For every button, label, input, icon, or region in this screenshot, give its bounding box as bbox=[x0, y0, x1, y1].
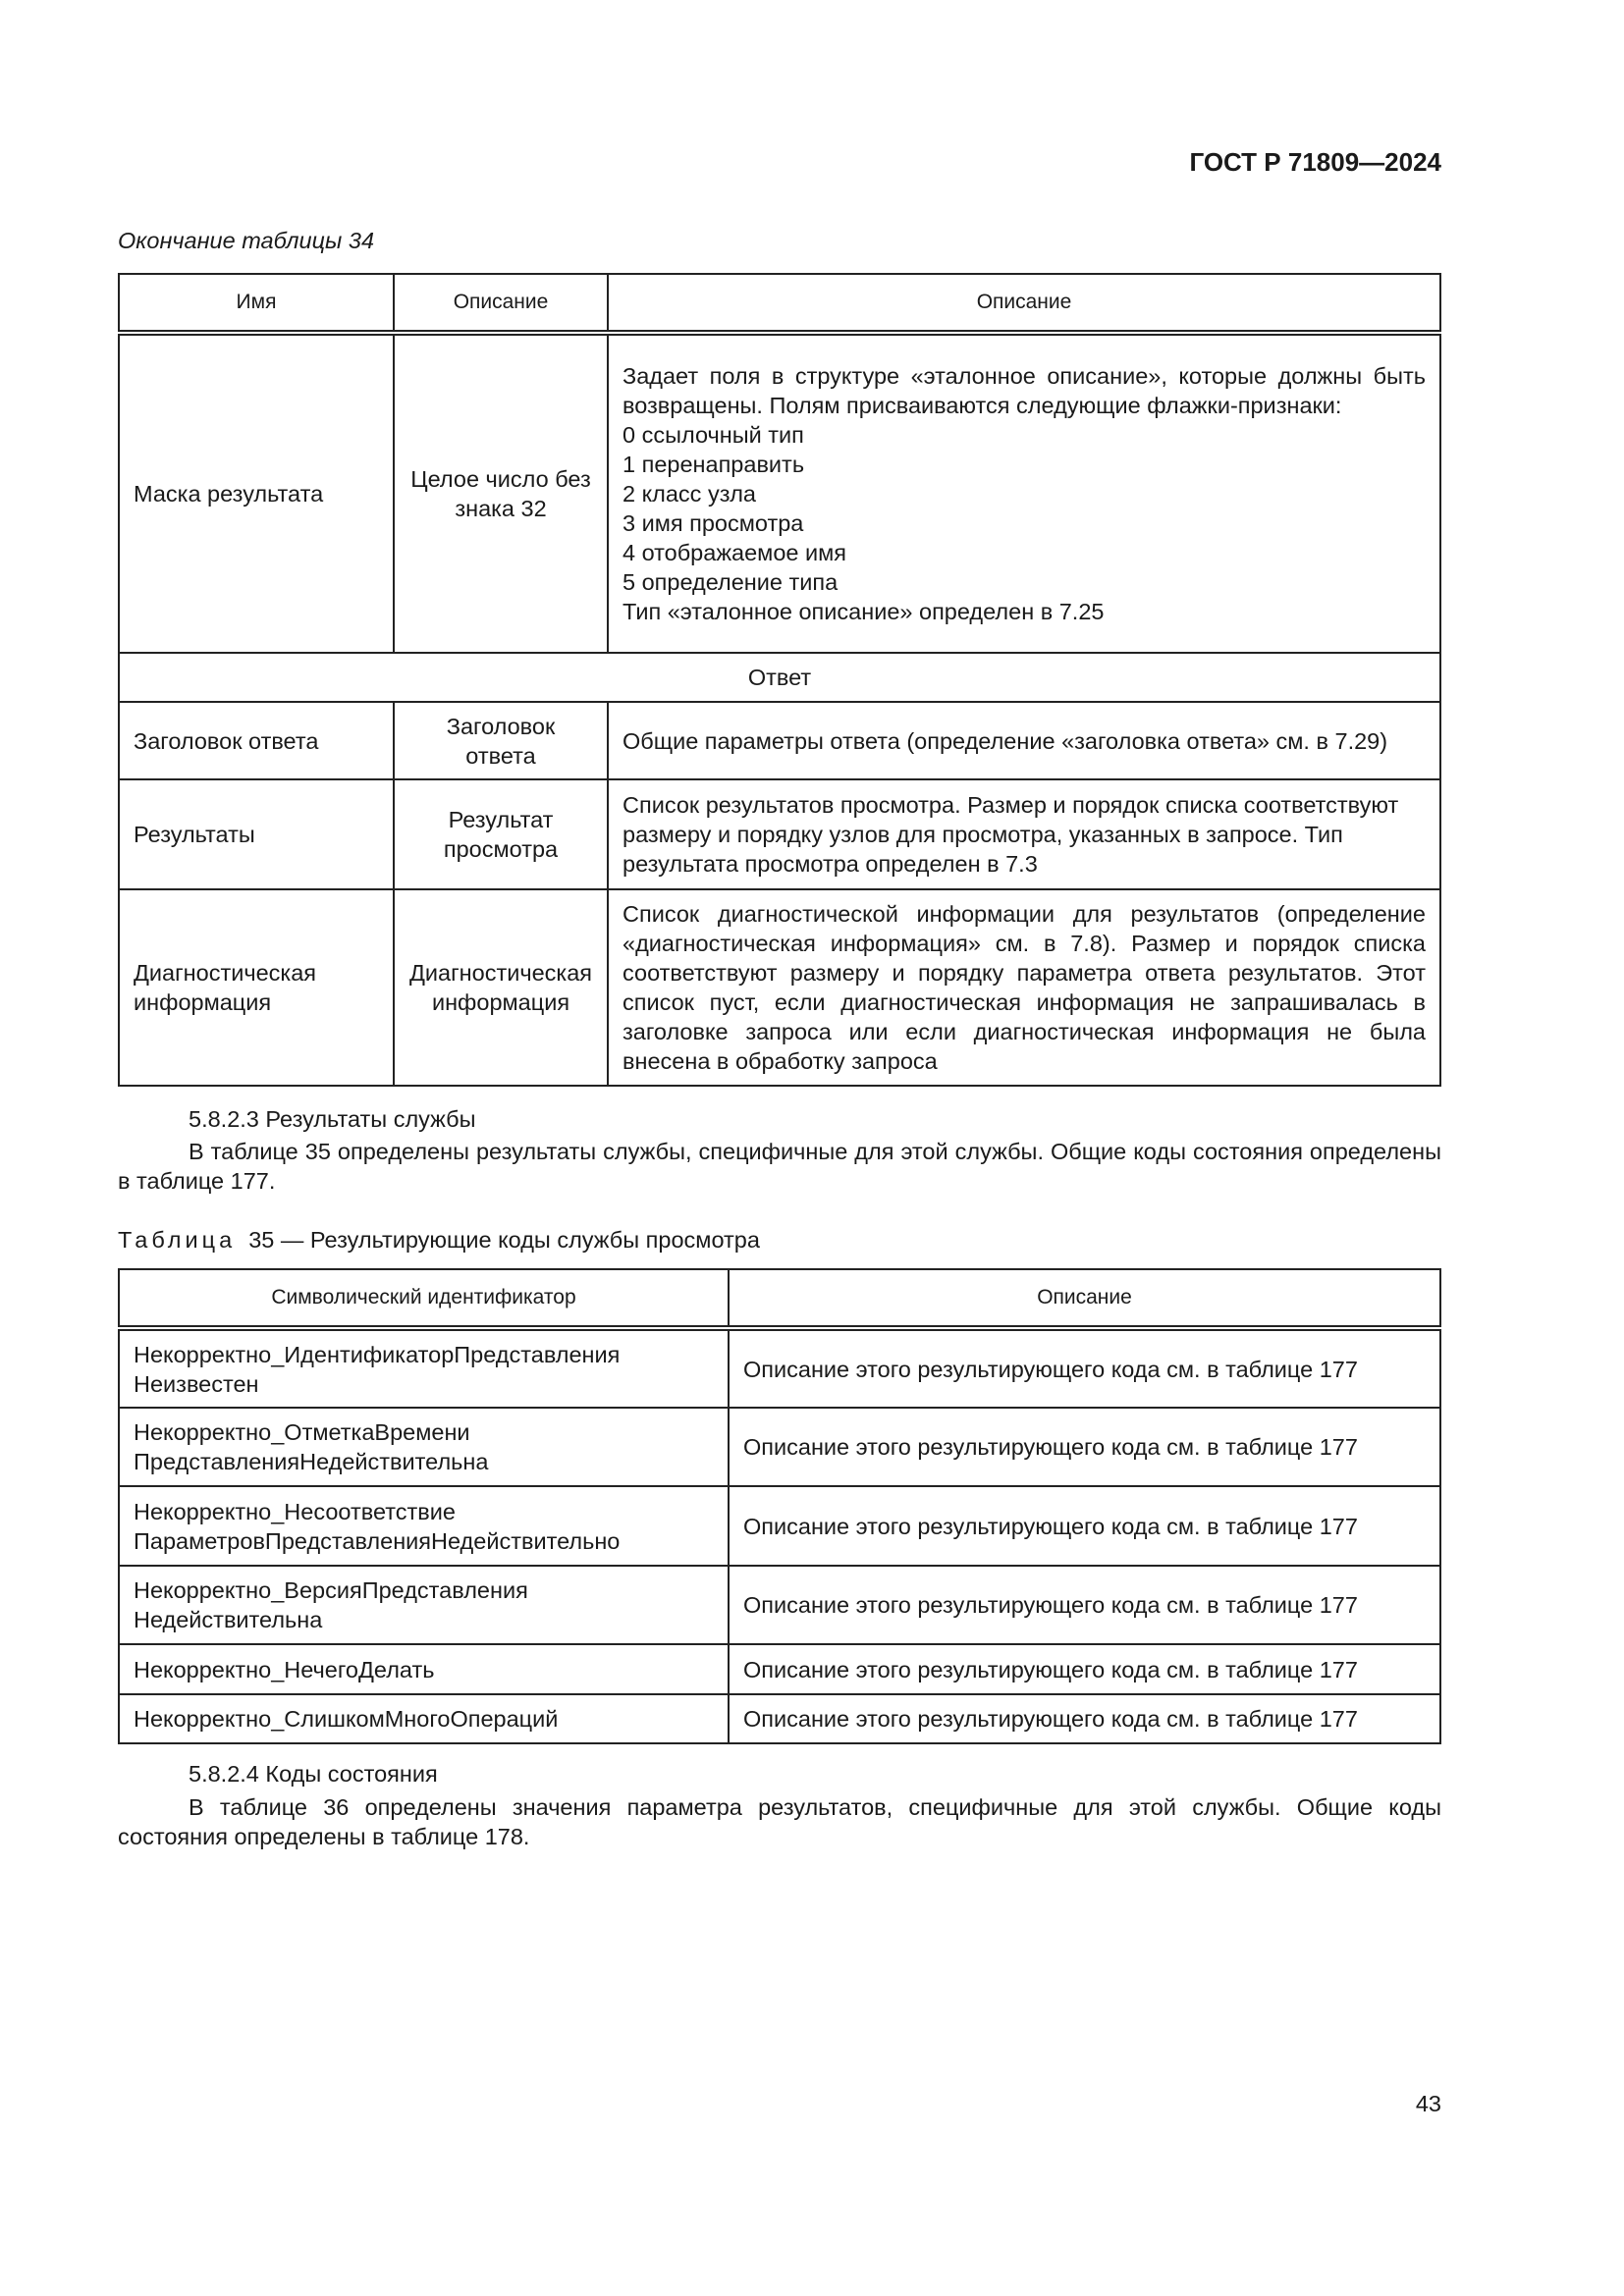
cell-name: Диагностическая информация bbox=[119, 889, 394, 1086]
cell-id: Некорректно_ВерсияПредставления Недействительна bbox=[119, 1566, 729, 1644]
column-header: Имя bbox=[119, 274, 394, 333]
table-row bbox=[119, 1408, 1440, 1486]
table-row bbox=[119, 889, 1440, 1086]
cell-type: Заголовок ответа bbox=[394, 702, 608, 779]
section-heading: 5.8.2.4 Коды состояния bbox=[189, 1761, 438, 1787]
cell-description: Описание этого результирующего кода см. в таблице 177 bbox=[729, 1328, 1440, 1408]
cell-description: Общие параметры ответа (определение «заголовка ответа» см. в 7.29) bbox=[608, 702, 1440, 779]
cell-description: Список результатов просмотра. Размер и порядок списка соответствуют размеру и порядку узлов для просмотра, указанных в запросе. Тип результата просмотра определен в 7.3 bbox=[608, 779, 1440, 889]
cell-name: Маска результата bbox=[119, 333, 394, 653]
section-label: Ответ bbox=[119, 653, 1440, 702]
cell-name: Заголовок ответа bbox=[119, 702, 394, 779]
cell-id: Некорректно_ОтметкаВремени ПредставленияНедействительна bbox=[119, 1408, 729, 1486]
table-row bbox=[119, 1644, 1440, 1694]
cell-description: Описание этого результирующего кода см. в таблице 177 bbox=[729, 1566, 1440, 1644]
paragraph: В таблице 36 определены значения параметра результатов, специфичные для этой службы. Общие коды состояния определены в таблице 178. bbox=[118, 1794, 1441, 1849]
cell-name: Результаты bbox=[119, 779, 394, 889]
table-35 bbox=[118, 1268, 1441, 1744]
cell-description: Задает поля в структуре «эталонное описание», которые должны быть возвращены. Полям присваиваются следующие флажки-признаки: 0 ссылочный тип 1 перенаправить 2 класс узла 3 имя просмотра 4 отображаемое имя 5 определение типа Тип «эталонное описание» определен в 7.25 bbox=[608, 333, 1440, 653]
table-row bbox=[119, 702, 1440, 779]
paragraph: В таблице 35 определены результаты службы, специфичные для этой службы. Общие коды состояния определены в таблице 177. bbox=[118, 1139, 1441, 1194]
cell-type: Результат просмотра bbox=[394, 779, 608, 889]
cell-id: Некорректно_СлишкомМногоОпераций bbox=[119, 1694, 729, 1743]
cell-description: Описание этого результирующего кода см. в таблице 177 bbox=[729, 1408, 1440, 1486]
table-row bbox=[119, 1328, 1440, 1408]
table-row bbox=[119, 1694, 1440, 1743]
column-header: Описание bbox=[394, 274, 608, 333]
cell-type: Диагностическая информация bbox=[394, 889, 608, 1086]
cell-id: Некорректно_Несоответствие ПараметровПредставленияНедействительно bbox=[119, 1486, 729, 1566]
column-header: Описание bbox=[729, 1269, 1440, 1328]
cell-description: Описание этого результирующего кода см. в таблице 177 bbox=[729, 1486, 1440, 1566]
table-row bbox=[119, 333, 1440, 653]
cell-type: Целое число без знака 32 bbox=[394, 333, 608, 653]
document-header: ГОСТ Р 71809—2024 bbox=[1189, 147, 1441, 177]
table-row bbox=[119, 779, 1440, 889]
cell-description: Описание этого результирующего кода см. в таблице 177 bbox=[729, 1694, 1440, 1743]
cell-description: Список диагностической информации для результатов (определение «диагностическая информация» см. в 7.8). Размер и порядок списка соответствуют размеру и порядку параметра ответа результатов. Этот список пуст, если диагностическая информация не запрашивалась в заголовке запроса или если диагностическая информация не была внесена в обработку запроса bbox=[608, 889, 1440, 1086]
table-caption: Таблица 35 — Результирующие коды службы просмотра bbox=[118, 1227, 760, 1253]
table-row bbox=[119, 1566, 1440, 1644]
column-header: Описание bbox=[608, 274, 1440, 333]
table-continuation-label: Окончание таблицы 34 bbox=[118, 228, 375, 253]
section-heading: 5.8.2.3 Результаты службы bbox=[189, 1106, 476, 1132]
cell-description: Описание этого результирующего кода см. в таблице 177 bbox=[729, 1644, 1440, 1694]
column-header: Символический идентификатор bbox=[119, 1269, 729, 1328]
section-row bbox=[119, 653, 1440, 702]
cell-id: Некорректно_НечегоДелать bbox=[119, 1644, 729, 1694]
page-number: 43 bbox=[1415, 2091, 1441, 2116]
table-34 bbox=[118, 273, 1441, 1087]
table-row bbox=[119, 1486, 1440, 1566]
cell-id: Некорректно_ИдентификаторПредставления Неизвестен bbox=[119, 1328, 729, 1408]
